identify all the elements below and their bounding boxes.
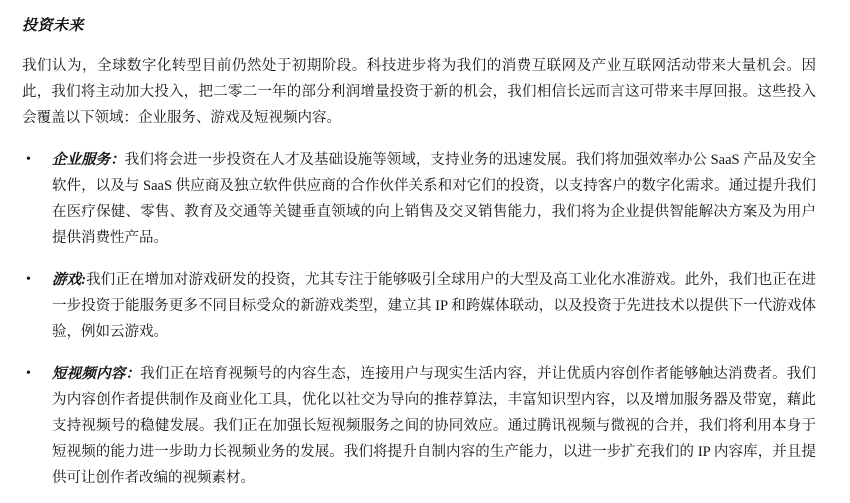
list-item-body (52, 147, 816, 251)
intro-paragraph: 我们认为，全球数字化转型目前仍然处于初期阶段。科技进步将为我们的消费互联网及产业互联网活动带来大量机会。因此，我们将主动加大投入，把二零二一年的部分利润增量投资于新的机会，我们相信长远而言这可带来丰厚回报。这些投入会覆盖以下领域：企业服务、游戏及短视频内容。 (22, 58, 816, 126)
list-item (22, 267, 816, 345)
bullet-marker: • (26, 366, 31, 381)
list-item (22, 361, 816, 491)
list-item-lead: 企业服务： (52, 152, 125, 168)
list-item-text: 我们正在增加对游戏研发的投资，尤其专注于能够吸引全球用户的大型及高工业化水准游戏。此外，我们也正在进一步投资于能服务更多不同目标受众的新游戏类型，建立其 IP 和跨媒体联动，以及投资于先进技术以提供下一代游戏体验，例如云游戏。 (52, 272, 816, 340)
investment-areas-list (22, 147, 816, 491)
list-item-text: 我们正在培育视频号的内容生态，连接用户与现实生活内容，并让优质内容创作者能够触达消费者。我们为内容创作者提供制作及商业化工具，优化以社交为导向的推荐算法，丰富知识型内容，以及增加服务器及带宽，藉此支持视频号的稳健发展。我们正在加强长短视频服务之间的协同效应。通过腾讯视频与微视的合并，我们将利用本身于短视频的能力进一步助力长视频业务的发展。我们将提升自制内容的生产能力，以进一步扩充我们的 IP 内容库，并且提供可让创作者改编的视频素材。 (52, 366, 817, 486)
page-title: 投资未来 (22, 18, 85, 34)
list-item-body (52, 267, 816, 345)
list-item-lead: 游戏: (52, 272, 87, 288)
list-item (22, 147, 816, 251)
bullet-marker: • (26, 272, 31, 287)
bullet-marker: • (26, 152, 31, 167)
list-item-lead: 短视频内容： (52, 366, 141, 382)
list-item-body (52, 361, 816, 491)
list-item-text: 我们将会进一步投资在人才及基础设施等领域，支持业务的迅速发展。我们将加强效率办公 SaaS 产品及安全软件，以及与 SaaS 供应商及独立软件供应商的合作伙伴关系和对它们的投资，以支持客户的数字化需求。通过提升我们在医疗保健、零售、教育及交通等关键垂直领域的向上销售及交叉销售能力，我们将为企业提供智能解决方案及为用户提供消费性产品。 (52, 152, 817, 246)
